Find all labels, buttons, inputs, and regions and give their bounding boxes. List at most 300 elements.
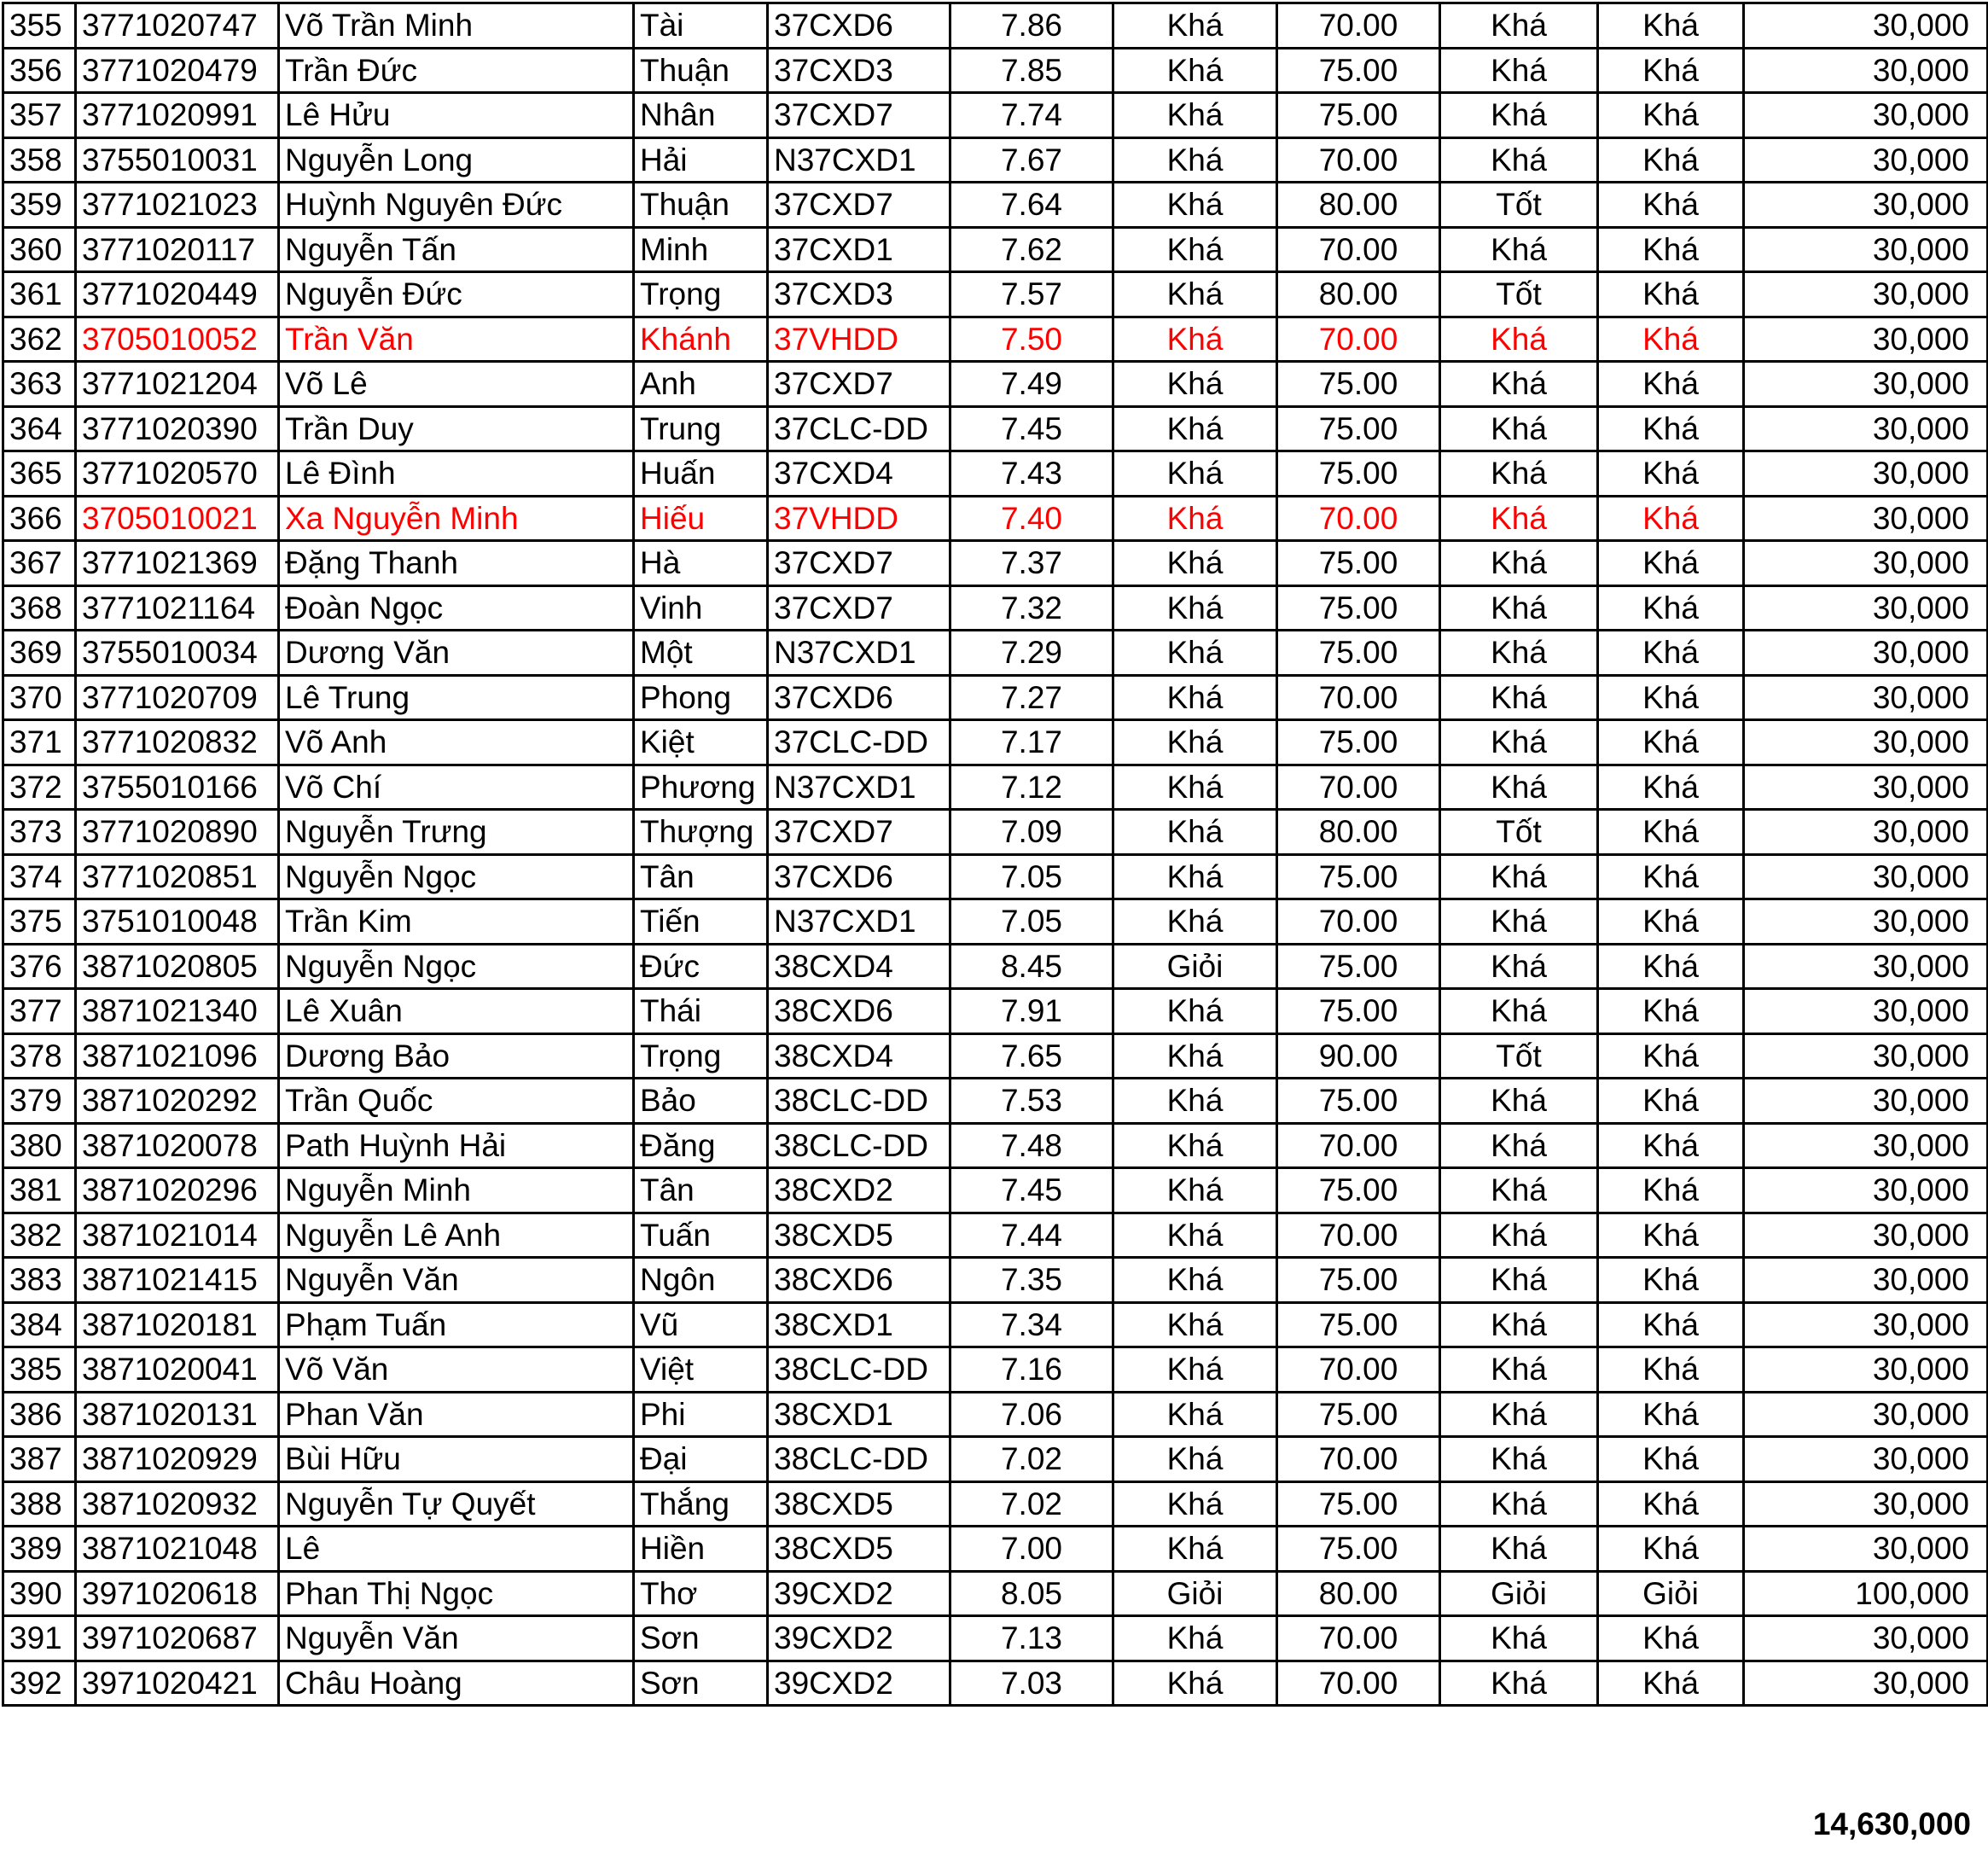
conduct-rank-cell[interactable]: Khá	[1440, 1481, 1598, 1527]
class-cell[interactable]: 37CXD3	[768, 272, 950, 317]
table-row[interactable]	[3, 989, 1988, 1034]
gpa-cell[interactable]: 7.57	[950, 272, 1113, 317]
gpa-cell[interactable]: 7.65	[950, 1033, 1113, 1079]
first-name-cell[interactable]: Anh	[634, 362, 768, 407]
final-rank-cell[interactable]: Khá	[1598, 1527, 1744, 1572]
table-row[interactable]	[3, 765, 1988, 810]
conduct-score-cell[interactable]: 70.00	[1277, 1437, 1440, 1482]
academic-rank-cell[interactable]: Khá	[1113, 1123, 1277, 1168]
amount-cell[interactable]: 30,000	[1744, 496, 1988, 541]
conduct-score-cell[interactable]: 70.00	[1277, 3, 1440, 49]
gpa-cell[interactable]: 7.00	[950, 1527, 1113, 1572]
academic-rank-cell[interactable]: Khá	[1113, 1347, 1277, 1393]
first-name-cell[interactable]: Khánh	[634, 317, 768, 362]
academic-rank-cell[interactable]: Khá	[1113, 810, 1277, 855]
table-row[interactable]	[3, 272, 1988, 317]
first-name-cell[interactable]: Thượng	[634, 810, 768, 855]
student-id-cell[interactable]: 3771021204	[76, 362, 279, 407]
table-row[interactable]	[3, 451, 1988, 497]
conduct-score-cell[interactable]: 70.00	[1277, 1661, 1440, 1706]
final-rank-cell[interactable]: Khá	[1598, 317, 1744, 362]
conduct-score-cell[interactable]: 75.00	[1277, 720, 1440, 765]
student-id-cell[interactable]: 3871021340	[76, 989, 279, 1034]
row-number-cell[interactable]: 357	[3, 93, 76, 138]
conduct-rank-cell[interactable]: Khá	[1440, 1258, 1598, 1303]
gpa-cell[interactable]: 7.17	[950, 720, 1113, 765]
table-row[interactable]	[3, 810, 1988, 855]
conduct-score-cell[interactable]: 75.00	[1277, 48, 1440, 93]
academic-rank-cell[interactable]: Khá	[1113, 183, 1277, 228]
academic-rank-cell[interactable]: Khá	[1113, 451, 1277, 497]
last-name-cell[interactable]: Dương Văn	[279, 631, 634, 676]
final-rank-cell[interactable]: Khá	[1598, 1033, 1744, 1079]
amount-cell[interactable]: 30,000	[1744, 1302, 1988, 1347]
student-id-cell[interactable]: 3871021014	[76, 1213, 279, 1258]
final-rank-cell[interactable]: Khá	[1598, 1079, 1744, 1124]
conduct-rank-cell[interactable]: Khá	[1440, 93, 1598, 138]
first-name-cell[interactable]: Hà	[634, 541, 768, 586]
amount-cell[interactable]: 30,000	[1744, 317, 1988, 362]
first-name-cell[interactable]: Kiệt	[634, 720, 768, 765]
class-cell[interactable]: 37CLC-DD	[768, 406, 950, 451]
row-number-cell[interactable]: 373	[3, 810, 76, 855]
first-name-cell[interactable]: Vũ	[634, 1302, 768, 1347]
last-name-cell[interactable]: Lê Đình	[279, 451, 634, 497]
student-id-cell[interactable]: 3771020832	[76, 720, 279, 765]
final-rank-cell[interactable]: Khá	[1598, 1123, 1744, 1168]
amount-cell[interactable]: 30,000	[1744, 1661, 1988, 1706]
student-id-cell[interactable]: 3771020890	[76, 810, 279, 855]
class-cell[interactable]: N37CXD1	[768, 631, 950, 676]
amount-cell[interactable]: 30,000	[1744, 810, 1988, 855]
final-rank-cell[interactable]: Khá	[1598, 631, 1744, 676]
class-cell[interactable]: 38CXD2	[768, 1168, 950, 1213]
amount-cell[interactable]: 30,000	[1744, 631, 1988, 676]
conduct-score-cell[interactable]: 75.00	[1277, 1392, 1440, 1437]
row-number-cell[interactable]: 365	[3, 451, 76, 497]
conduct-score-cell[interactable]: 75.00	[1277, 541, 1440, 586]
amount-cell[interactable]: 30,000	[1744, 1079, 1988, 1124]
student-id-cell[interactable]: 3771020709	[76, 675, 279, 720]
academic-rank-cell[interactable]: Khá	[1113, 585, 1277, 631]
table-row[interactable]	[3, 1437, 1988, 1482]
table-row[interactable]	[3, 1123, 1988, 1168]
gpa-cell[interactable]: 7.05	[950, 854, 1113, 899]
first-name-cell[interactable]: Thơ	[634, 1571, 768, 1616]
class-cell[interactable]: 37CXD7	[768, 93, 950, 138]
student-id-cell[interactable]: 3871021096	[76, 1033, 279, 1079]
academic-rank-cell[interactable]: Khá	[1113, 1481, 1277, 1527]
gpa-cell[interactable]: 7.02	[950, 1481, 1113, 1527]
table-row[interactable]	[3, 1347, 1988, 1393]
table-row[interactable]	[3, 1079, 1988, 1124]
conduct-score-cell[interactable]: 75.00	[1277, 1079, 1440, 1124]
class-cell[interactable]: 38CXD6	[768, 989, 950, 1034]
student-id-cell[interactable]: 3771021369	[76, 541, 279, 586]
first-name-cell[interactable]: Đại	[634, 1437, 768, 1482]
first-name-cell[interactable]: Ngôn	[634, 1258, 768, 1303]
class-cell[interactable]: 38CXD4	[768, 1033, 950, 1079]
student-id-cell[interactable]: 3971020687	[76, 1616, 279, 1661]
table-row[interactable]	[3, 93, 1988, 138]
last-name-cell[interactable]: Võ Anh	[279, 720, 634, 765]
conduct-score-cell[interactable]: 80.00	[1277, 1571, 1440, 1616]
class-cell[interactable]: 37CXD7	[768, 810, 950, 855]
final-rank-cell[interactable]: Khá	[1598, 810, 1744, 855]
academic-rank-cell[interactable]: Khá	[1113, 675, 1277, 720]
first-name-cell[interactable]: Trọng	[634, 272, 768, 317]
row-number-cell[interactable]: 374	[3, 854, 76, 899]
amount-cell[interactable]: 30,000	[1744, 3, 1988, 49]
amount-cell[interactable]: 30,000	[1744, 944, 1988, 989]
last-name-cell[interactable]: Nguyễn Tự Quyết	[279, 1481, 634, 1527]
academic-rank-cell[interactable]: Khá	[1113, 765, 1277, 810]
last-name-cell[interactable]: Trần Quốc	[279, 1079, 634, 1124]
final-rank-cell[interactable]: Khá	[1598, 1661, 1744, 1706]
class-cell[interactable]: 38CLC-DD	[768, 1437, 950, 1482]
academic-rank-cell[interactable]: Khá	[1113, 1392, 1277, 1437]
conduct-rank-cell[interactable]: Tốt	[1440, 183, 1598, 228]
amount-cell[interactable]: 30,000	[1744, 1033, 1988, 1079]
table-row[interactable]	[3, 183, 1988, 228]
gpa-cell[interactable]: 7.37	[950, 541, 1113, 586]
conduct-rank-cell[interactable]: Khá	[1440, 989, 1598, 1034]
row-number-cell[interactable]: 370	[3, 675, 76, 720]
first-name-cell[interactable]: Hải	[634, 137, 768, 183]
final-rank-cell[interactable]: Khá	[1598, 1347, 1744, 1393]
last-name-cell[interactable]: Võ Lê	[279, 362, 634, 407]
student-id-cell[interactable]: 3871020932	[76, 1481, 279, 1527]
amount-cell[interactable]: 30,000	[1744, 1392, 1988, 1437]
conduct-score-cell[interactable]: 75.00	[1277, 1302, 1440, 1347]
final-rank-cell[interactable]: Khá	[1598, 451, 1744, 497]
amount-cell[interactable]: 30,000	[1744, 854, 1988, 899]
conduct-rank-cell[interactable]: Khá	[1440, 631, 1598, 676]
first-name-cell[interactable]: Hiền	[634, 1527, 768, 1572]
row-number-cell[interactable]: 390	[3, 1571, 76, 1616]
first-name-cell[interactable]: Tiến	[634, 899, 768, 945]
gpa-cell[interactable]: 7.64	[950, 183, 1113, 228]
academic-rank-cell[interactable]: Khá	[1113, 272, 1277, 317]
conduct-rank-cell[interactable]: Tốt	[1440, 810, 1598, 855]
first-name-cell[interactable]: Phi	[634, 1392, 768, 1437]
final-rank-cell[interactable]: Khá	[1598, 3, 1744, 49]
class-cell[interactable]: 38CXD4	[768, 944, 950, 989]
last-name-cell[interactable]: Trần Duy	[279, 406, 634, 451]
student-id-cell[interactable]: 3705010052	[76, 317, 279, 362]
last-name-cell[interactable]: Võ Văn	[279, 1347, 634, 1393]
amount-cell[interactable]: 30,000	[1744, 1437, 1988, 1482]
class-cell[interactable]: 38CLC-DD	[768, 1123, 950, 1168]
first-name-cell[interactable]: Thuận	[634, 183, 768, 228]
gpa-cell[interactable]: 7.05	[950, 899, 1113, 945]
academic-rank-cell[interactable]: Giỏi	[1113, 944, 1277, 989]
final-rank-cell[interactable]: Khá	[1598, 989, 1744, 1034]
conduct-score-cell[interactable]: 70.00	[1277, 137, 1440, 183]
row-number-cell[interactable]: 358	[3, 137, 76, 183]
academic-rank-cell[interactable]: Khá	[1113, 1437, 1277, 1482]
academic-rank-cell[interactable]: Khá	[1113, 137, 1277, 183]
student-id-cell[interactable]: 3771020747	[76, 3, 279, 49]
class-cell[interactable]: 39CXD2	[768, 1571, 950, 1616]
student-id-cell[interactable]: 3771020449	[76, 272, 279, 317]
conduct-rank-cell[interactable]: Khá	[1440, 227, 1598, 272]
first-name-cell[interactable]: Minh	[634, 227, 768, 272]
gpa-cell[interactable]: 7.16	[950, 1347, 1113, 1393]
conduct-score-cell[interactable]: 80.00	[1277, 272, 1440, 317]
gpa-cell[interactable]: 7.06	[950, 1392, 1113, 1437]
row-number-cell[interactable]: 356	[3, 48, 76, 93]
first-name-cell[interactable]: Thái	[634, 989, 768, 1034]
conduct-score-cell[interactable]: 80.00	[1277, 810, 1440, 855]
row-number-cell[interactable]: 369	[3, 631, 76, 676]
gpa-cell[interactable]: 7.40	[950, 496, 1113, 541]
amount-cell[interactable]: 30,000	[1744, 362, 1988, 407]
final-rank-cell[interactable]: Khá	[1598, 1481, 1744, 1527]
conduct-rank-cell[interactable]: Giỏi	[1440, 1571, 1598, 1616]
table-row[interactable]	[3, 48, 1988, 93]
academic-rank-cell[interactable]: Khá	[1113, 1302, 1277, 1347]
last-name-cell[interactable]: Nguyễn Ngọc	[279, 944, 634, 989]
last-name-cell[interactable]: Lê Xuân	[279, 989, 634, 1034]
conduct-score-cell[interactable]: 75.00	[1277, 989, 1440, 1034]
academic-rank-cell[interactable]: Khá	[1113, 541, 1277, 586]
last-name-cell[interactable]: Huỳnh Nguyên Đức	[279, 183, 634, 228]
student-id-cell[interactable]: 3705010021	[76, 496, 279, 541]
table-row[interactable]	[3, 1213, 1988, 1258]
class-cell[interactable]: 37CXD1	[768, 227, 950, 272]
last-name-cell[interactable]: Lê	[279, 1527, 634, 1572]
row-number-cell[interactable]: 381	[3, 1168, 76, 1213]
amount-cell[interactable]: 30,000	[1744, 1168, 1988, 1213]
amount-cell[interactable]: 30,000	[1744, 541, 1988, 586]
final-rank-cell[interactable]: Khá	[1598, 1168, 1744, 1213]
row-number-cell[interactable]: 386	[3, 1392, 76, 1437]
row-number-cell[interactable]: 355	[3, 3, 76, 49]
conduct-score-cell[interactable]: 75.00	[1277, 1481, 1440, 1527]
last-name-cell[interactable]: Path Huỳnh Hải	[279, 1123, 634, 1168]
last-name-cell[interactable]: Trần Văn	[279, 317, 634, 362]
gpa-cell[interactable]: 7.45	[950, 1168, 1113, 1213]
conduct-rank-cell[interactable]: Khá	[1440, 899, 1598, 945]
student-id-cell[interactable]: 3871021415	[76, 1258, 279, 1303]
last-name-cell[interactable]: Lê Trung	[279, 675, 634, 720]
amount-cell[interactable]: 30,000	[1744, 1527, 1988, 1572]
class-cell[interactable]: 38CLC-DD	[768, 1347, 950, 1393]
student-id-cell[interactable]: 3871020078	[76, 1123, 279, 1168]
last-name-cell[interactable]: Đoàn Ngọc	[279, 585, 634, 631]
conduct-rank-cell[interactable]: Khá	[1440, 451, 1598, 497]
amount-cell[interactable]: 30,000	[1744, 227, 1988, 272]
final-rank-cell[interactable]: Khá	[1598, 406, 1744, 451]
conduct-rank-cell[interactable]: Khá	[1440, 48, 1598, 93]
last-name-cell[interactable]: Xa Nguyễn Minh	[279, 496, 634, 541]
academic-rank-cell[interactable]: Khá	[1113, 93, 1277, 138]
class-cell[interactable]: N37CXD1	[768, 765, 950, 810]
conduct-score-cell[interactable]: 70.00	[1277, 899, 1440, 945]
last-name-cell[interactable]: Nguyễn Trưng	[279, 810, 634, 855]
table-row[interactable]	[3, 1302, 1988, 1347]
conduct-rank-cell[interactable]: Khá	[1440, 1123, 1598, 1168]
class-cell[interactable]: 37CXD7	[768, 362, 950, 407]
conduct-score-cell[interactable]: 70.00	[1277, 227, 1440, 272]
final-rank-cell[interactable]: Khá	[1598, 1213, 1744, 1258]
student-id-cell[interactable]: 3755010034	[76, 631, 279, 676]
last-name-cell[interactable]: Châu Hoàng	[279, 1661, 634, 1706]
conduct-rank-cell[interactable]: Tốt	[1440, 272, 1598, 317]
class-cell[interactable]: 39CXD2	[768, 1661, 950, 1706]
first-name-cell[interactable]: Thuận	[634, 48, 768, 93]
gpa-cell[interactable]: 7.43	[950, 451, 1113, 497]
amount-cell[interactable]: 30,000	[1744, 899, 1988, 945]
first-name-cell[interactable]: Sơn	[634, 1616, 768, 1661]
conduct-score-cell[interactable]: 75.00	[1277, 1527, 1440, 1572]
conduct-rank-cell[interactable]: Khá	[1440, 765, 1598, 810]
gpa-cell[interactable]: 7.35	[950, 1258, 1113, 1303]
table-row[interactable]	[3, 1168, 1988, 1213]
amount-cell[interactable]: 30,000	[1744, 1258, 1988, 1303]
first-name-cell[interactable]: Tuấn	[634, 1213, 768, 1258]
table-row[interactable]	[3, 585, 1988, 631]
row-number-cell[interactable]: 364	[3, 406, 76, 451]
last-name-cell[interactable]: Phan Thị Ngọc	[279, 1571, 634, 1616]
first-name-cell[interactable]: Vinh	[634, 585, 768, 631]
amount-cell[interactable]: 30,000	[1744, 720, 1988, 765]
academic-rank-cell[interactable]: Khá	[1113, 1213, 1277, 1258]
row-number-cell[interactable]: 366	[3, 496, 76, 541]
amount-cell[interactable]: 30,000	[1744, 1347, 1988, 1393]
student-id-cell[interactable]: 3771021023	[76, 183, 279, 228]
first-name-cell[interactable]: Nhân	[634, 93, 768, 138]
final-rank-cell[interactable]: Khá	[1598, 944, 1744, 989]
amount-cell[interactable]: 30,000	[1744, 406, 1988, 451]
academic-rank-cell[interactable]: Khá	[1113, 720, 1277, 765]
final-rank-cell[interactable]: Khá	[1598, 362, 1744, 407]
student-id-cell[interactable]: 3755010031	[76, 137, 279, 183]
amount-cell[interactable]: 30,000	[1744, 765, 1988, 810]
table-row[interactable]	[3, 944, 1988, 989]
class-cell[interactable]: 37CXD7	[768, 585, 950, 631]
final-rank-cell[interactable]: Khá	[1598, 765, 1744, 810]
class-cell[interactable]: 37CXD6	[768, 854, 950, 899]
first-name-cell[interactable]: Tài	[634, 3, 768, 49]
gpa-cell[interactable]: 7.74	[950, 93, 1113, 138]
final-rank-cell[interactable]: Khá	[1598, 720, 1744, 765]
conduct-score-cell[interactable]: 90.00	[1277, 1033, 1440, 1079]
class-cell[interactable]: 37CXD3	[768, 48, 950, 93]
first-name-cell[interactable]: Tân	[634, 854, 768, 899]
gpa-cell[interactable]: 7.13	[950, 1616, 1113, 1661]
first-name-cell[interactable]: Một	[634, 631, 768, 676]
first-name-cell[interactable]: Trọng	[634, 1033, 768, 1079]
academic-rank-cell[interactable]: Khá	[1113, 48, 1277, 93]
gpa-cell[interactable]: 7.12	[950, 765, 1113, 810]
row-number-cell[interactable]: 368	[3, 585, 76, 631]
table-row[interactable]	[3, 1481, 1988, 1527]
conduct-score-cell[interactable]: 75.00	[1277, 1168, 1440, 1213]
conduct-score-cell[interactable]: 75.00	[1277, 1258, 1440, 1303]
gpa-cell[interactable]: 7.62	[950, 227, 1113, 272]
gpa-cell[interactable]: 7.29	[950, 631, 1113, 676]
row-number-cell[interactable]: 362	[3, 317, 76, 362]
amount-cell[interactable]: 30,000	[1744, 1616, 1988, 1661]
student-id-cell[interactable]: 3771020390	[76, 406, 279, 451]
gpa-cell[interactable]: 7.09	[950, 810, 1113, 855]
academic-rank-cell[interactable]: Khá	[1113, 899, 1277, 945]
row-number-cell[interactable]: 392	[3, 1661, 76, 1706]
amount-cell[interactable]: 30,000	[1744, 1213, 1988, 1258]
gpa-cell[interactable]: 7.85	[950, 48, 1113, 93]
student-id-cell[interactable]: 3771020117	[76, 227, 279, 272]
conduct-rank-cell[interactable]: Khá	[1440, 406, 1598, 451]
conduct-score-cell[interactable]: 75.00	[1277, 451, 1440, 497]
class-cell[interactable]: 37CXD4	[768, 451, 950, 497]
gpa-cell[interactable]: 7.27	[950, 675, 1113, 720]
amount-cell[interactable]: 30,000	[1744, 93, 1988, 138]
conduct-rank-cell[interactable]: Khá	[1440, 1213, 1598, 1258]
academic-rank-cell[interactable]: Giỏi	[1113, 1571, 1277, 1616]
student-id-cell[interactable]: 3871021048	[76, 1527, 279, 1572]
class-cell[interactable]: 38CLC-DD	[768, 1079, 950, 1124]
table-row[interactable]	[3, 1392, 1988, 1437]
last-name-cell[interactable]: Nguyễn Văn	[279, 1616, 634, 1661]
student-id-cell[interactable]: 3751010048	[76, 899, 279, 945]
amount-cell[interactable]: 30,000	[1744, 1123, 1988, 1168]
class-cell[interactable]: 37CXD6	[768, 3, 950, 49]
final-rank-cell[interactable]: Khá	[1598, 1258, 1744, 1303]
table-row[interactable]	[3, 496, 1988, 541]
row-number-cell[interactable]: 383	[3, 1258, 76, 1303]
last-name-cell[interactable]: Trần Kim	[279, 899, 634, 945]
table-row[interactable]	[3, 631, 1988, 676]
first-name-cell[interactable]: Đức	[634, 944, 768, 989]
table-row[interactable]	[3, 1661, 1988, 1706]
conduct-rank-cell[interactable]: Khá	[1440, 675, 1598, 720]
table-row[interactable]	[3, 362, 1988, 407]
amount-cell[interactable]: 30,000	[1744, 989, 1988, 1034]
amount-cell[interactable]: 100,000	[1744, 1571, 1988, 1616]
final-rank-cell[interactable]: Khá	[1598, 227, 1744, 272]
conduct-rank-cell[interactable]: Khá	[1440, 1392, 1598, 1437]
academic-rank-cell[interactable]: Khá	[1113, 227, 1277, 272]
academic-rank-cell[interactable]: Khá	[1113, 496, 1277, 541]
gpa-cell[interactable]: 8.45	[950, 944, 1113, 989]
gpa-cell[interactable]: 7.02	[950, 1437, 1113, 1482]
class-cell[interactable]: 38CXD1	[768, 1392, 950, 1437]
gpa-cell[interactable]: 7.44	[950, 1213, 1113, 1258]
academic-rank-cell[interactable]: Khá	[1113, 1258, 1277, 1303]
conduct-score-cell[interactable]: 70.00	[1277, 1347, 1440, 1393]
last-name-cell[interactable]: Nguyễn Văn	[279, 1258, 634, 1303]
conduct-score-cell[interactable]: 80.00	[1277, 183, 1440, 228]
student-id-cell[interactable]: 3871020296	[76, 1168, 279, 1213]
first-name-cell[interactable]: Trung	[634, 406, 768, 451]
gpa-cell[interactable]: 7.34	[950, 1302, 1113, 1347]
table-row[interactable]	[3, 854, 1988, 899]
first-name-cell[interactable]: Phương	[634, 765, 768, 810]
row-number-cell[interactable]: 376	[3, 944, 76, 989]
first-name-cell[interactable]: Đăng	[634, 1123, 768, 1168]
last-name-cell[interactable]: Nguyễn Minh	[279, 1168, 634, 1213]
student-id-cell[interactable]: 3771020570	[76, 451, 279, 497]
row-number-cell[interactable]: 359	[3, 183, 76, 228]
last-name-cell[interactable]: Nguyễn Ngọc	[279, 854, 634, 899]
row-number-cell[interactable]: 379	[3, 1079, 76, 1124]
student-id-cell[interactable]: 3771020479	[76, 48, 279, 93]
academic-rank-cell[interactable]: Khá	[1113, 1168, 1277, 1213]
conduct-rank-cell[interactable]: Khá	[1440, 137, 1598, 183]
student-id-cell[interactable]: 3971020618	[76, 1571, 279, 1616]
